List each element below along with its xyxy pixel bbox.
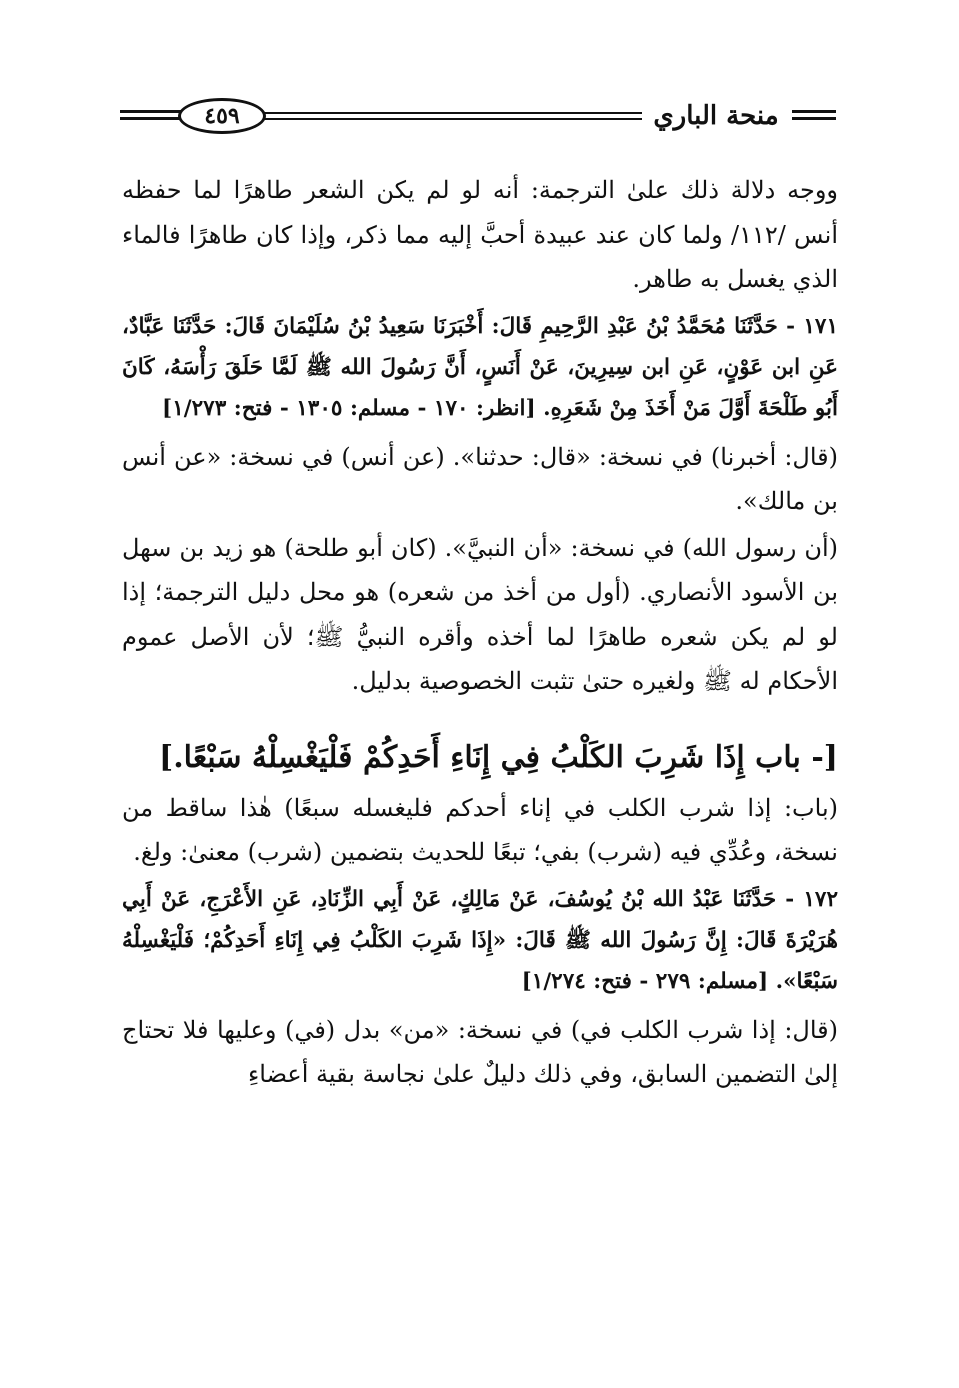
- page-header: [120, 92, 836, 144]
- paragraph-commentary-2: (أن رسول الله) في نسخة: «أن النبيَّ». (كان أبو طلحة) هو زيد بن سهل بن الأسود الأنصاري. (أول من أخذ من شعره) هو محل دليل الترجمة؛ إذا لو لم يكن شعره طاهرًا لما أخذه وأقره النبيُّ ﷺ؛ لأن الأصل عموم الأحكام له ﷺ ولغيره حتىٰ تثبت الخصوصية بدليل.: [122, 533, 838, 695]
- page-number: ٤٥٩: [178, 98, 266, 134]
- paragraph-commentary-3: (قال: إذا شرب الكلب في) في نسخة: «من» بدل (في) وعليها فلا تحتاج إلىٰ التضمين السابق، وفي ذلك دليلٌ علىٰ نجاسة بقية أعضاءِ: [122, 1015, 838, 1088]
- paragraph-intro: ووجه دلالة ذلك علىٰ الترجمة: أنه لو لم يكن الشعر طاهرًا لما حفظه أنس /١١٢/ ولما كان عند عبيدة أحبَّ إليه مما ذكر، وإذا كان طاهرًا فالماء الذي يغسل به طاهر.: [122, 176, 838, 293]
- chapter-heading: [- باب إِذَا شَرِبَ الكَلْبُ فِي إِنَاءِ أَحَدِكُمْ فَلْيَغْسِلْهُ سَبْعًا.]: [159, 739, 838, 775]
- hadith-171: ١٧١ - حَدَّثَنَا مُحَمَّدُ بْنُ عَبْدِ الرَّحِيمِ قَالَ: أَخْبَرَنَا سَعِيدُ بْنُ سُلَيْمَانَ قَالَ: حَدَّثَنَا عَبَّادٌ، عَنِ ابن عَوْنٍ، عَنِ ابن سِيرِينَ، عَنْ أَنَسٍ، أَنَّ رَسُولَ الله ﷺ لَمَّا حَلَقَ رَأْسَهُ، كَانَ أَبُو طَلْحَةَ أَوَّلَ مَنْ أَخَذَ مِنْ شَعَرِهِ. [انظر: ١٧٠ - مسلم: ١٣٠٥ - فتح: ١/٢٧٣]: [122, 313, 838, 421]
- header-rule-left: [120, 110, 182, 120]
- header-rule-right: [792, 110, 836, 120]
- page-body: [122, 168, 838, 1097]
- hadith-172: ١٧٢ - حَدَّثَنَا عَبْدُ الله بْنُ يُوسُفَ، عَنْ مَالِكٍ، عَنْ أَبِي الزِّنَادِ، عَنِ الأَعْرَجِ، عَنْ أَبِي هُرَيْرَةَ قَالَ: إِنَّ رَسُولَ الله ﷺ قَالَ: «إِذَا شَرِبَ الكَلْبُ فِي إِنَاءِ أَحَدِكُمْ؛ فَلْيَغْسِلْهُ سَبْعًا». [مسلم: ٢٧٩ - فتح: ١/٢٧٤]: [122, 886, 838, 994]
- book-title: منحة الباري: [642, 96, 790, 136]
- paragraph-commentary-1: (قال: أخبرنا) في نسخة: «قال: حدثنا». (عن أنس) في نسخة: «عن أنس بن مالك».: [122, 442, 838, 515]
- paragraph-chapter-note: (باب: إذا شرب الكلب في إناء أحدكم فليغسله سبعًا) هٰذا ساقط من نسخة، وعُدِّي فيه (شرب) بفي؛ تبعًا للحديث بتضمين (شرب) معنىٰ: ولغ.: [122, 793, 838, 866]
